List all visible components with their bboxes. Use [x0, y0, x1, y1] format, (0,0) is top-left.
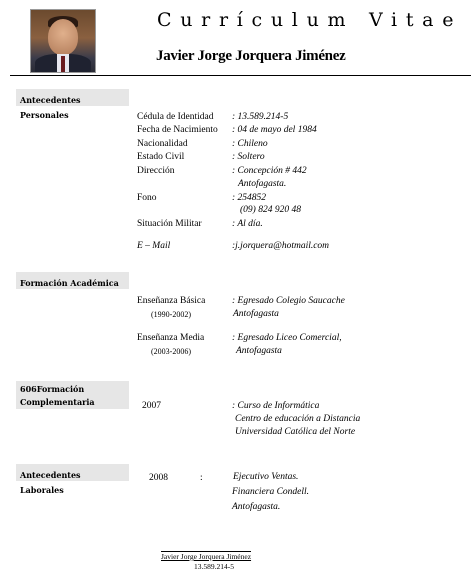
header-divider	[10, 75, 471, 76]
nationality-value: : Chileno	[232, 139, 268, 149]
address-label: Dirección	[137, 166, 175, 176]
address-value-line2: Antofagasta.	[238, 179, 287, 189]
military-label: Situación Militar	[137, 219, 202, 229]
photo-tie	[61, 56, 65, 72]
civil-value: : Soltero	[232, 152, 265, 162]
signature-id: 13.589.214-5	[194, 562, 234, 571]
phone-value-line1: : 254852	[232, 193, 267, 203]
section-personal: Antecedentes Personales	[16, 89, 129, 106]
work-year: 2008	[149, 473, 168, 483]
candidate-name: Javier Jorge Jorquera Jiménez	[156, 48, 346, 64]
complementary-value-line2: Centro de educación a Distancia	[235, 414, 361, 424]
birth-label: Fecha de Nacimiento	[137, 125, 218, 135]
profile-photo	[30, 9, 96, 73]
signature-name: Javier Jorge Jorquera Jiménez	[161, 552, 252, 561]
cedula-value: : 13.589.214-5	[232, 112, 289, 122]
complementary-year: 2007	[142, 401, 161, 411]
work-colon: :	[200, 473, 203, 483]
section-complementary-line2: Complementaria	[20, 397, 95, 407]
work-value-line2: Financiera Condell.	[232, 487, 310, 497]
basic-years: (1990-2002)	[151, 310, 191, 319]
media-years: (2003-2006)	[151, 347, 191, 356]
phone-label: Fono	[137, 193, 157, 203]
section-academic: Formación Académica	[16, 272, 129, 289]
media-value-line2: Antofagasta	[236, 346, 282, 356]
basic-value-line2: Antofagasta	[233, 309, 279, 319]
address-value-line1: : Concepción # 442	[232, 166, 307, 176]
section-complementary-line1: 606Formación	[20, 384, 85, 394]
basic-label: Enseñanza Básica	[137, 296, 206, 306]
birth-value: : 04 de mayo del 1984	[232, 125, 317, 135]
phone-value-line2: (09) 824 920 48	[240, 205, 301, 215]
media-label: Enseñanza Media	[137, 333, 205, 343]
basic-value-line1: : Egresado Colegio Saucache	[232, 296, 345, 306]
section-work: Antecedentes Laborales	[16, 464, 129, 481]
nationality-label: Nacionalidad	[137, 139, 188, 149]
work-value-line3: Antofagasta.	[232, 502, 281, 512]
complementary-value-line1: : Curso de Informática	[232, 401, 320, 411]
media-value-line1: : Egresado Liceo Comercial,	[232, 333, 342, 343]
military-value: : Al día.	[232, 219, 263, 229]
photo-face	[48, 19, 78, 55]
cedula-label: Cédula de Identidad	[137, 112, 214, 122]
document-title: Currículum Vitae	[157, 9, 463, 31]
civil-label: Estado Civil	[137, 152, 185, 162]
complementary-value-line3: Universidad Católica del Norte	[235, 427, 356, 437]
email-label: E – Mail	[137, 241, 171, 251]
work-value-line1: Ejecutivo Ventas.	[233, 472, 299, 482]
email-value: :j.jorquera@hotmail.com	[232, 241, 330, 251]
section-complementary	[16, 381, 129, 409]
